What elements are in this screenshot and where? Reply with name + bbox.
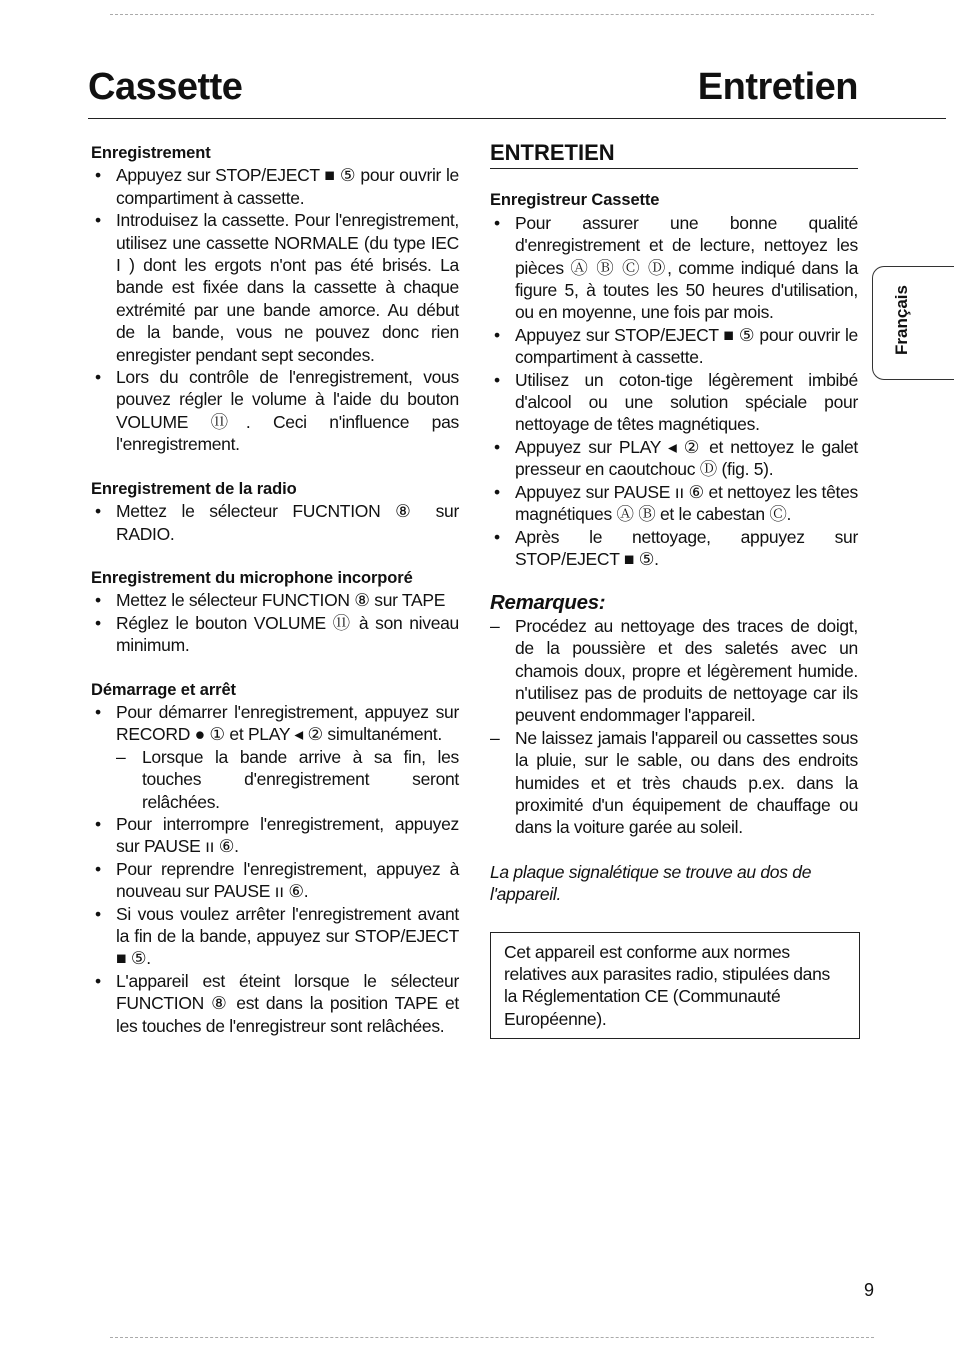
language-tab-label: Français <box>892 285 911 355</box>
list-item: • Mettez le sélecteur FUNCTION ⑧ sur TAPE <box>91 589 459 611</box>
list-remarques <box>490 615 858 839</box>
left-column <box>91 142 459 1037</box>
list-item: – Ne laissez jamais l'appareil ou cassettes sous la pluie, sur le sable, ou dans des endroits humides et et très chauds p.ex. dans la proximité d'un équipement de chauffage ou dans la voiture garée au soleil. <box>490 727 858 839</box>
spacer <box>490 570 858 592</box>
spacer <box>91 657 459 679</box>
heading-remarques: Remarques: <box>490 591 606 615</box>
sub-list-item: – Lorsque la bande arrive à sa fin, les touches d'enregistrement seront relâchées. <box>116 746 459 813</box>
page-number: 9 <box>864 1280 875 1300</box>
sub-list <box>116 746 459 813</box>
ce-notice-box <box>490 932 860 1040</box>
list-item: • Pour interrompre l'enregistrement, appuyez sur PAUSE ıı ⑥. <box>91 813 459 858</box>
list-demarrage <box>91 701 459 1037</box>
heading-enregistreur-cassette: Enregistreur Cassette <box>490 191 660 210</box>
list-item: • Réglez le bouton VOLUME ⑪ à son niveau minimum. <box>91 612 459 657</box>
list-item-text: Pour démarrer l'enregistrement, appuyez sur RECORD ● ① et PLAY ◂ ② simultanément. <box>116 701 459 745</box>
list-item <box>91 701 459 813</box>
list-item: – Procédez au nettoyage des traces de doigt, de la poussière et des saletés avec un chamois doux, propre et légèrement humide. n'utilisez pas de produits de nettoyage car ils peuvent endommager l'appareil. <box>490 615 858 727</box>
list-radio <box>91 500 459 545</box>
list-item: • Appuyez sur PAUSE ıı ⑥ et nettoyez les têtes magnétiques Ⓐ Ⓑ et le cabestan Ⓒ. <box>490 481 858 526</box>
spacer <box>490 839 858 861</box>
nameplate-note: La plaque signalétique se trouve au dos de l'appareil. <box>490 861 812 905</box>
list-item: • Pour reprendre l'enregistrement, appuyez à nouveau sur PAUSE ıı ⑥. <box>91 858 459 903</box>
list-micro <box>91 589 459 656</box>
list-item: • Pour assurer une bonne qualité d'enregistrement et de lecture, nettoyez les pièces Ⓐ Ⓑ Ⓒ Ⓓ, comme indiqué dans la figure 5, à toutes les 50 heures d'utilisation, ou en moyenne, une fois par mois. <box>490 212 858 324</box>
list-item: • Appuyez sur STOP/EJECT ■ ⑤ pour ouvrir le compartiment à cassette. <box>91 164 459 209</box>
list-item: • Utilisez un coton-tige légèrement imbibé d'alcool ou une solution spéciale pour nettoyage de têtes magnétiques. <box>490 369 858 436</box>
heading-enregistrement: Enregistrement <box>91 144 211 162</box>
list-enregistrement <box>91 164 459 455</box>
header-divider <box>88 118 946 119</box>
ce-notice-text: Cet appareil est conforme aux normes relatives aux parasites radio, stipulées dans la Réglementation CE (Communauté Européenne). <box>504 941 830 1029</box>
spacer <box>91 545 459 567</box>
right-column <box>490 142 858 1039</box>
list-item: • L'appareil est éteint lorsque le sélecteur FUNCTION ⑧ est dans la position TAPE et les touches de l'enregistreur sont relâchées. <box>91 970 459 1037</box>
page-title-cassette: Cassette <box>88 66 243 108</box>
heading-radio: Enregistrement de la radio <box>91 479 297 498</box>
heading-demarrage: Démarrage et arrêt <box>91 680 236 699</box>
section-title-entretien: ENTRETIEN <box>490 142 858 169</box>
scan-artifact-bottom <box>110 1337 874 1338</box>
list-item: • Introduisez la cassette. Pour l'enregistrement, utilisez une cassette NORMALE (du type IEC I ) dont les ergots n'ont pas été brisés. La bande est fixée dans la cassette à chaque extrémité par une bande amorce. Au début de la bande, vous ne pouvez donc rien enregister pendant sept secondes. <box>91 209 459 366</box>
page-title-entretien: Entretien <box>697 66 858 108</box>
list-entretien <box>490 212 858 571</box>
list-item: • Si vous voulez arrêter l'enregistrement avant la fin de la bande, appuyez sur STOP/EJECT ■ ⑤. <box>91 903 459 970</box>
language-tab <box>872 266 954 380</box>
scan-artifact-top <box>110 14 874 15</box>
list-item: • Mettez le sélecteur FUCNTION ⑧ sur RADIO. <box>91 500 459 545</box>
spacer <box>91 456 459 478</box>
list-item: • Appuyez sur STOP/EJECT ■ ⑤ pour ouvrir le compartiment à cassette. <box>490 324 858 369</box>
list-item: • Après le nettoyage, appuyez sur STOP/EJECT ■ ⑤. <box>490 526 858 571</box>
heading-micro: Enregistrement du microphone incorporé <box>91 568 413 587</box>
list-item: • Appuyez sur PLAY ◂ ② et nettoyez le galet presseur en caoutchouc Ⓓ (fig. 5). <box>490 436 858 481</box>
list-item: • Lors du contrôle de l'enregistrement, vous pouvez régler le volume à l'aide du bouton VOLUME ⑪. Ceci n'influence pas l'enregistrement. <box>91 366 459 456</box>
